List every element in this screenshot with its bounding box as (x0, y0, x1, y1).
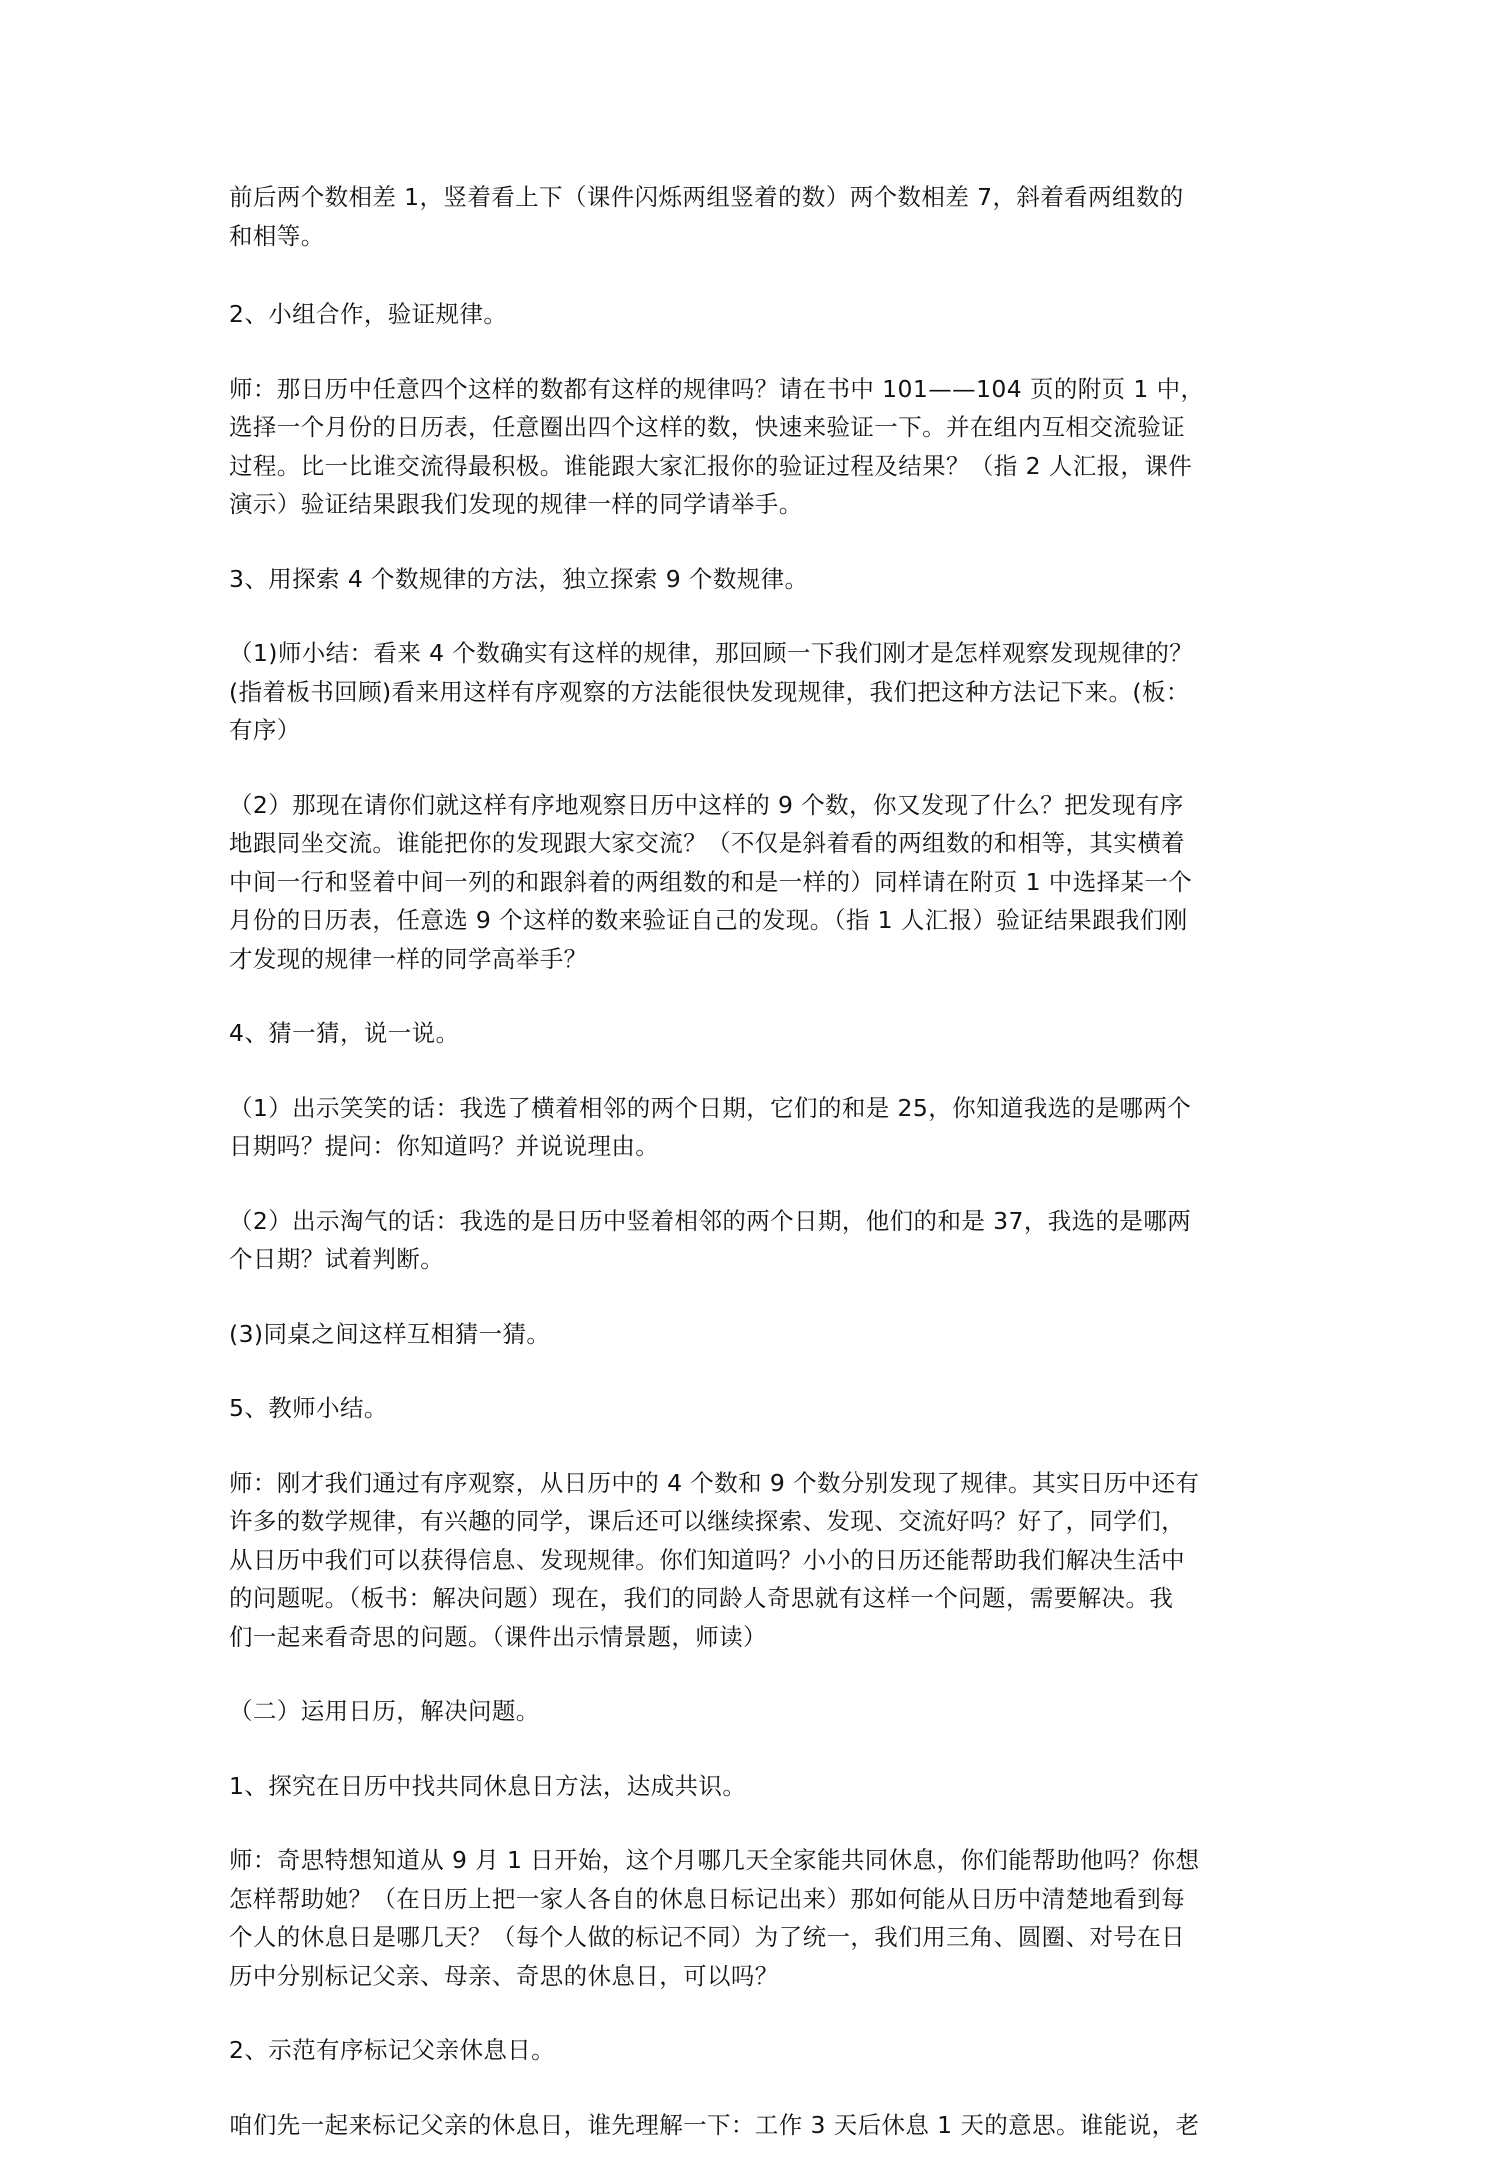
text-line: 3、用探索 4 个数规律的方法，独立探索 9 个数规律。 (229, 564, 809, 593)
document-body (229, 178, 1271, 2180)
paragraph (229, 634, 1271, 750)
paragraph (229, 786, 1271, 979)
text-line: 过程。比一比谁交流得最积极。谁能跟大家汇报你的验证过程及结果？（指 2 人汇报，课件 (229, 451, 1193, 480)
text-line: 师：那日历中任意四个这样的数都有这样的规律吗？请在书中 101——104 页的附页 1 中， (229, 374, 1205, 403)
paragraph (229, 1841, 1271, 1995)
text-line: 前后两个数相差 1，竖着看上下（课件闪烁两组竖着的数）两个数相差 7，斜着看两组数的 (229, 183, 1184, 211)
paragraph (229, 2031, 1271, 2070)
text-line: (3)同桌之间这样互相猜一猜。 (229, 1319, 551, 1348)
text-line: （2）那现在请你们就这样有序地观察日历中这样的 9 个数，你又发现了什么？把发现有序 (229, 790, 1184, 819)
text-line: 演示）验证结果跟我们发现的规律一样的同学请举手。 (229, 490, 803, 518)
text-line: 中间一行和竖着中间一列的和跟斜着的两组数的和是一样的）同样请在附页 1 中选择某一个 (229, 867, 1193, 896)
text-line: 历中分别标记父亲、母亲、奇思的休息日，可以吗？ (229, 1961, 779, 1990)
paragraph (229, 1692, 1271, 1731)
text-line: 2、小组合作，验证规律。 (229, 300, 508, 328)
text-line: 个人的休息日是哪几天？（每个人做的标记不同）为了统一，我们用三角、圆圈、对号在日 (229, 1923, 1185, 1951)
text-line: 师：奇思特想知道从 9 月 1 日开始，这个月哪几天全家能共同休息，你们能帮助他吗？你想 (229, 1846, 1200, 1874)
paragraph (229, 1389, 1271, 1428)
text-line: 4、猜一猜，说一说。 (229, 1019, 460, 1047)
paragraph (229, 1464, 1271, 1657)
text-line: 地跟同坐交流。谁能把你的发现跟大家交流？（不仅是斜着看的两组数的和相等，其实横着 (229, 829, 1185, 857)
paragraph (229, 560, 1271, 599)
text-line: 和相等。 (229, 221, 325, 250)
paragraph (229, 2106, 1271, 2145)
paragraph (229, 1014, 1271, 1053)
text-line: 的问题呢。（板书：解决问题）现在，我们的同龄人奇思就有这样一个问题，需要解决。我 (229, 1584, 1174, 1612)
text-line: 们一起来看奇思的问题。（课件出示情景题，师读） (229, 1622, 767, 1651)
text-line: 2、示范有序标记父亲休息日。 (229, 2036, 556, 2064)
text-line: 选择一个月份的日历表，任意圈出四个这样的数，快速来验证一下。并在组内互相交流验证 (229, 413, 1185, 441)
text-line: 5、教师小结。 (229, 1394, 388, 1422)
paragraph (229, 370, 1271, 524)
text-line: (指着板书回顾)看来用这样有序观察的方法能很快发现规律，我们把这种方法记下来。(板： (229, 677, 1190, 706)
text-line: （1)师小结：看来 4 个数确实有这样的规律，那回顾一下我们刚才是怎样观察发现规律的？ (229, 639, 1194, 667)
text-line: （二）运用日历，解决问题。 (229, 1697, 540, 1725)
paragraph (229, 1202, 1271, 1279)
text-line: 咱们先一起来标记父亲的休息日，谁先理解一下：工作 3 天后休息 1 天的意思。谁能说，老 (229, 2110, 1200, 2139)
text-line: （2）出示淘气的话：我选的是日历中竖着相邻的两个日期，他们的和是 37，我选的是哪两 (229, 1206, 1192, 1235)
text-line: 日期吗？提问：你知道吗？并说说理由。 (229, 1132, 660, 1160)
paragraph (229, 1089, 1271, 1166)
text-line: 师：刚才我们通过有序观察，从日历中的 4 个数和 9 个数分别发现了规律。其实日历中还有 (229, 1468, 1200, 1497)
paragraph (229, 1315, 1271, 1354)
text-line: 个日期？试着判断。 (229, 1245, 445, 1273)
text-line: 1、探究在日历中找共同休息日方法，达成共识。 (229, 1771, 747, 1800)
paragraph (229, 178, 1271, 255)
text-line: 怎样帮助她？（在日历上把一家人各自的休息日标记出来）那如何能从日历中清楚地看到每 (229, 1884, 1185, 1913)
text-line: （1）出示笑笑的话：我选了横着相邻的两个日期，它们的和是 25，你知道我选的是哪两个 (229, 1093, 1192, 1122)
paragraph (229, 1767, 1271, 1806)
text-line: 有序） (229, 716, 301, 744)
text-line: 从日历中我们可以获得信息、发现规律。你们知道吗？小小的日历还能帮助我们解决生活中 (229, 1545, 1185, 1574)
text-line: 才发现的规律一样的同学高举手？ (229, 944, 588, 973)
text-line: 许多的数学规律，有兴趣的同学，课后还可以继续探索、发现、交流好吗？好了，同学们， (229, 1507, 1185, 1535)
paragraph (229, 295, 1271, 334)
text-line: 月份的日历表，任意选 9 个这样的数来验证自己的发现。（指 1 人汇报）验证结果跟我们刚 (229, 906, 1188, 934)
